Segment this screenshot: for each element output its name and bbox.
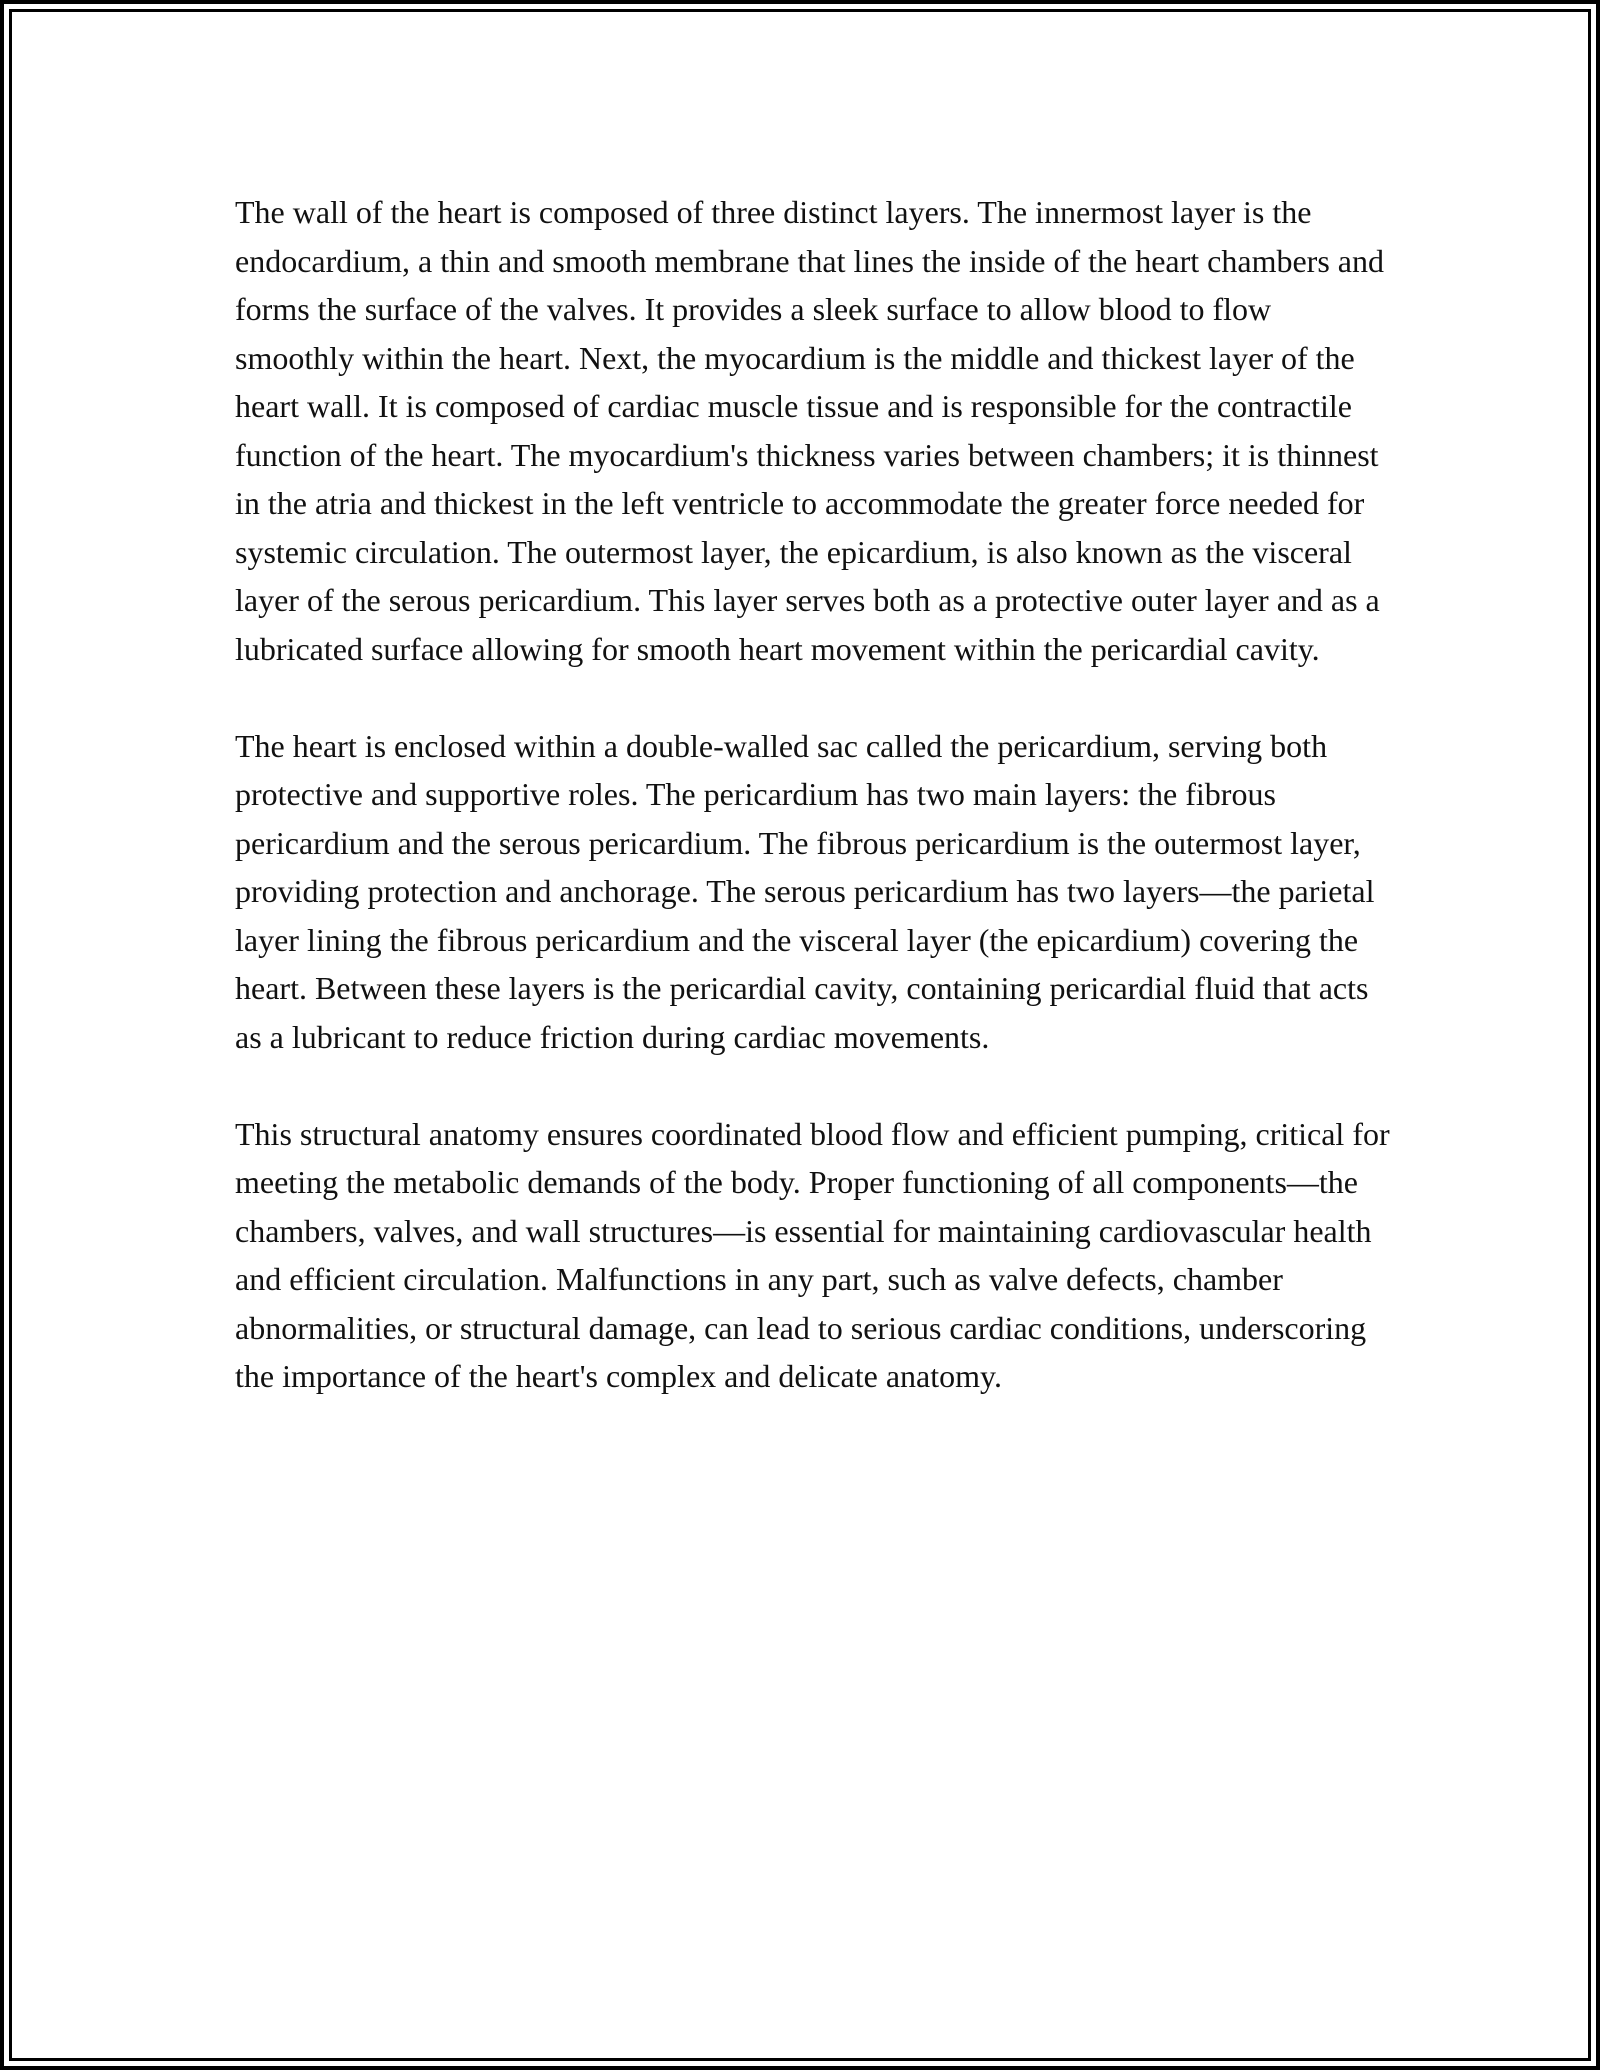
paragraph-structural-anatomy: This structural anatomy ensures coordinated blood flow and efficient pumping, critical for meeting the metabolic demands of the body. Proper functioning of all components—the chambers, valves, and wall structures—is essential for maintaining cardiovascular health and efficient circulation. Malfunctions in any part, such as valve defects, chamber abnormalities, or structural damage, can lead to serious cardiac conditions, underscoring the importance of the heart's complex and delicate anatomy. (235, 1115, 1390, 1394)
document-body (235, 188, 1395, 1449)
paragraph-heart-wall-layers: The wall of the heart is composed of three distinct layers. The innermost layer is the endocardium, a thin and smooth membrane that lines the inside of the heart chambers and forms the surface of the valves. It provides a sleek surface to allow blood to flow smoothly within the heart. Next, the myocardium is the middle and thickest layer of the heart wall. It is composed of cardiac muscle tissue and is responsible for the contractile function of the heart. The myocardium's thickness varies between chambers; it is thinnest in the atria and thickest in the left ventricle to accommodate the greater force needed for systemic circulation. The outermost layer, the epicardium, is also known as the visceral layer of the serous pericardium. This layer serves both as a protective outer layer and as a lubricated surface allowing for smooth heart movement within the pericardial cavity. (235, 194, 1384, 667)
paragraph-pericardium: The heart is enclosed within a double-walled sac called the pericardium, serving both protective and supportive roles. The pericardium has two main layers: the fibrous pericardium and the serous pericardium. The fibrous pericardium is the outermost layer, providing protection and anchorage. The serous pericardium has two layers—the parietal layer lining the fibrous pericardium and the visceral layer (the epicardium) covering the heart. Between these layers is the pericardial cavity, containing pericardial fluid that acts as a lubricant to reduce friction during cardiac movements. (235, 727, 1375, 1055)
